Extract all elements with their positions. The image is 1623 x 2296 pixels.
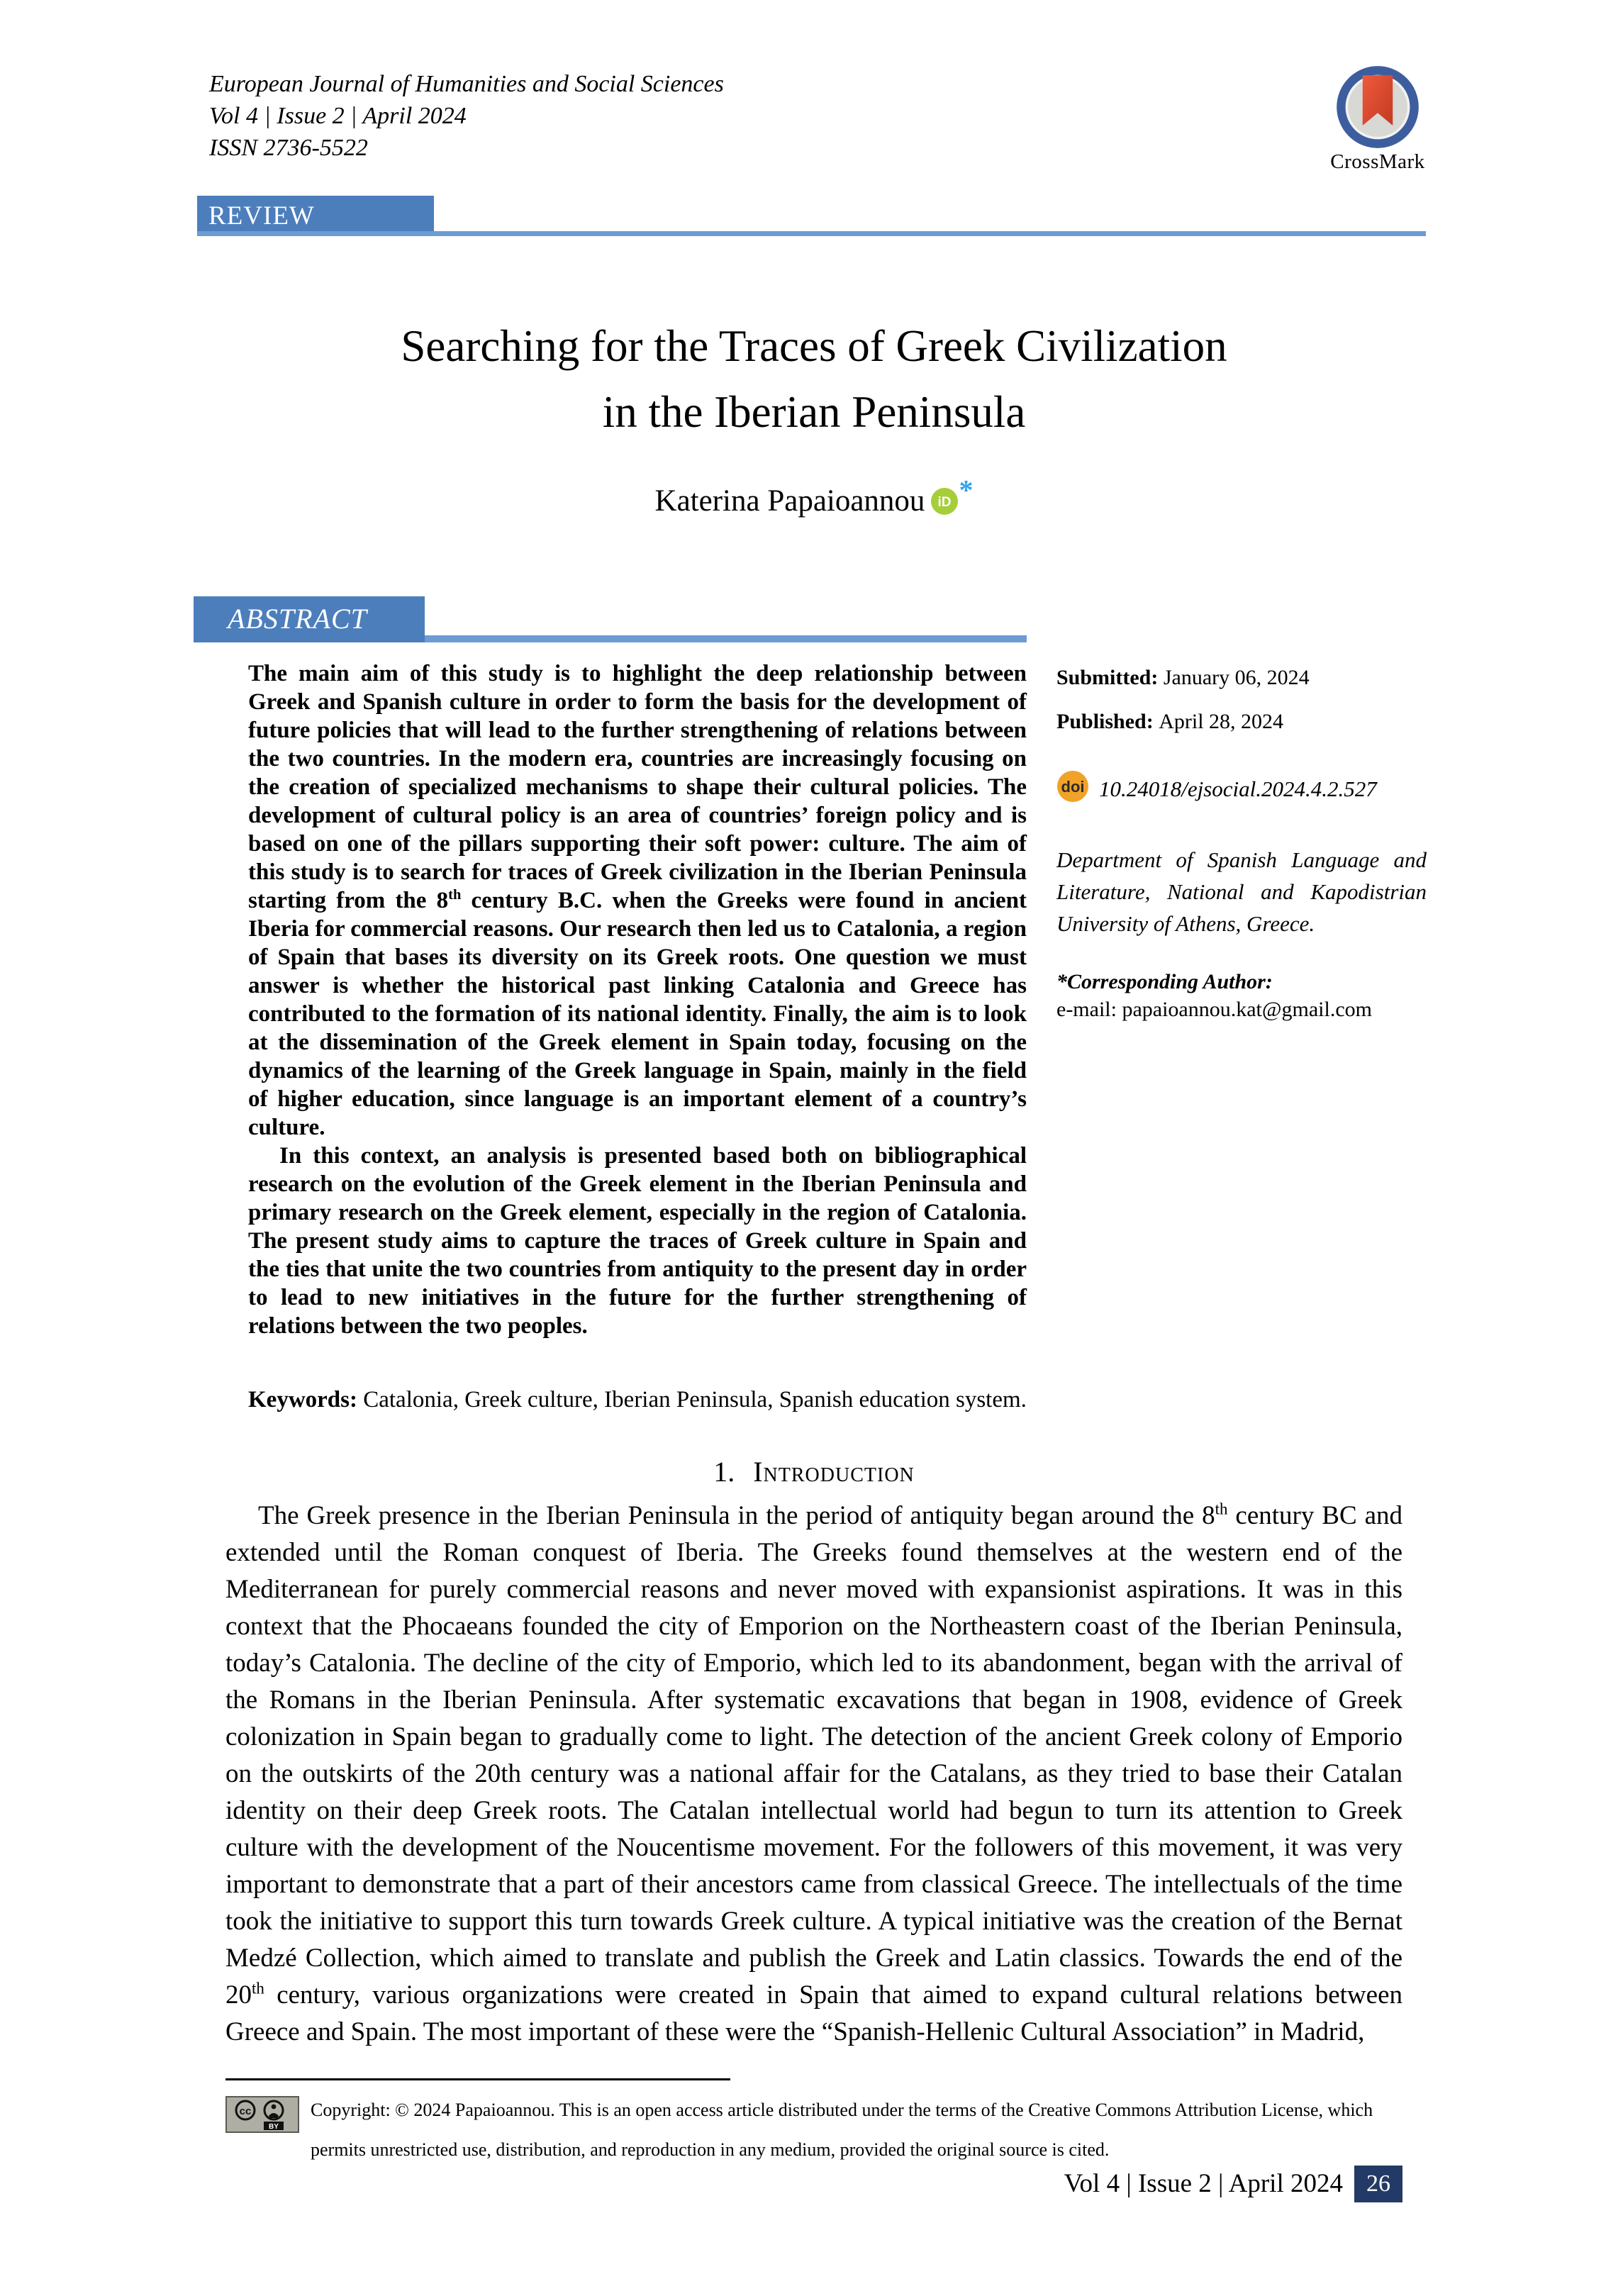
corresponding-author-asterisk: * bbox=[959, 474, 974, 506]
abstract-label: ABSTRACT bbox=[194, 596, 425, 642]
header-divider bbox=[197, 231, 1426, 236]
corresponding-author-label: *Corresponding Author: bbox=[1056, 970, 1273, 993]
crossmark-icon bbox=[1336, 65, 1420, 149]
journal-issn: ISSN 2736-5522 bbox=[209, 135, 368, 161]
journal-masthead bbox=[209, 68, 724, 164]
abstract-paragraph-2: In this context, an analysis is presented based both on bibliographical research on the evolution of the Greek element in the Iberian Peninsula and primary research on the Greek element, especially in the region of Catalonia. The present study aims to capture the traces of Greek culture in Spain and the ties that unite the two countries from antiquity to the present day in order to lead to new initiatives in the future for the further strengthening of relations between the two peoples. bbox=[248, 1143, 1027, 1339]
published-label: Published: bbox=[1056, 710, 1159, 733]
cc-by-license-icon[interactable] bbox=[225, 2096, 299, 2147]
footnote-divider bbox=[225, 2078, 730, 2080]
author-line bbox=[225, 474, 1402, 523]
author-affiliation: Department of Spanish Language and Literature, National and Kapodistrian University of Athens, Greece. bbox=[1056, 847, 1427, 936]
title-line-2: in the Iberian Peninsula bbox=[602, 387, 1026, 437]
orcid-id-icon[interactable] bbox=[930, 487, 959, 523]
crossmark-label: CrossMark bbox=[1330, 150, 1425, 173]
abstract-text bbox=[248, 659, 1027, 1340]
keywords-block bbox=[248, 1384, 1027, 1415]
author-name: Katerina Papaioannou bbox=[654, 484, 925, 518]
doi-row bbox=[1056, 770, 1427, 808]
abstract-paragraph-1: The main aim of this study is to highlight the deep relationship between Greek and Spanish culture in order to form the basis for the development of future policies that will lead to the further strengthening of relations between the two countries. In the modern era, countries are increasingly focusing on the creation of specialized mechanisms to shape their cultural policies. The development of cultural policy is an area of countries’ foreign policy and is based on one of the pillars supporting their soft power: culture. The aim of this study is to search for traces of Greek civilization in the Iberian Peninsula starting from the 8th century B.C. when the Greeks were found in ancient Iberia for commercial reasons. Our research then led us to Catalonia, a region of Spain that bases its diversity on its Greek roots. One question we must answer is whether the historical past linking Catalonia and Greece has contributed to the formation of its national identity. Finally, the aim is to look at the dissemination of the Greek element in Spain today, focusing on the dynamics of the learning of the Greek language in Spain, mainly in the field of higher education, since language is an important element of a country’s culture. bbox=[248, 661, 1027, 1140]
doi-link[interactable]: 10.24018/ejsocial.2024.4.2.527 bbox=[1099, 776, 1377, 801]
corresponding-author-email[interactable]: e-mail: papaioannou.kat@gmail.com bbox=[1056, 998, 1372, 1021]
copyright-text: Copyright: © 2024 Papaioannou. This is an open access article distributed under the terms of the Creative Commons Attribution License, which permits unrestricted use, distribution, and reproduction in any medium, provided the original source is cited. bbox=[311, 2100, 1373, 2160]
footer-issue-line: Vol 4 | Issue 2 | April 2024 bbox=[1064, 2169, 1343, 2198]
doi-icon bbox=[1056, 770, 1089, 808]
svg-text:BY: BY bbox=[269, 2123, 279, 2131]
section-heading-introduction bbox=[225, 1455, 1402, 1488]
submitted-date: January 06, 2024 bbox=[1163, 666, 1310, 689]
svg-text:iD: iD bbox=[937, 495, 952, 510]
keywords-label: Keywords: bbox=[248, 1387, 364, 1412]
journal-issue-line: Vol 4 | Issue 2 | April 2024 bbox=[209, 103, 467, 129]
introduction-paragraph: The Greek presence in the Iberian Peninsula in the period of antiquity began around the 8th century BC and extended until the Roman conquest of Iberia. The Greeks found themselves at the western end of the Mediterranean for purely commercial reasons and never moved with expansionist aspirations. It was in this context that the Phocaeans founded the city of Emporion on the Northeastern coast of the Iberian Peninsula, today’s Catalonia. The decline of the city of Emporio, which led to its abandonment, began with the arrival of the Romans in the Iberian Peninsula. After systematic excavations that began in 1908, evidence of Greek colonization in Spain began to gradually come to light. The detection of the ancient Greek colony of Emporio on the outskirts of the 20th century was a national affair for the Catalans, as they tried to base their Catalan identity on their deep Greek roots. The Catalan intellectual world had begun to turn its attention to Greek culture with the development of the Noucentisme movement. For the followers of this movement, it was very important to demonstrate that a part of their ancestors came from classical Greece. The intellectuals of the time took the initiative to support this turn towards Greek culture. A typical initiative was the creation of the Bernat Medzé Collection, which aimed to translate and publish the Greek and Latin classics. Towards the end of the 20th century, various organizations were created in Spain that aimed to expand cultural relations between Greece and Spain. The most important of these were the “Spanish-Hellenic Cultural Association” in Madrid, bbox=[225, 1500, 1402, 2046]
article-metadata-sidebar bbox=[1056, 658, 1427, 1023]
keywords-text: Catalonia, Greek culture, Iberian Peninsula, Spanish education system. bbox=[363, 1387, 1027, 1412]
journal-name: European Journal of Humanities and Social Sciences bbox=[209, 71, 724, 97]
copyright-block bbox=[225, 2090, 1402, 2170]
published-date: April 28, 2024 bbox=[1159, 710, 1284, 733]
title-line-1: Searching for the Traces of Greek Civilization bbox=[401, 321, 1227, 371]
submitted-label: Submitted: bbox=[1056, 666, 1164, 689]
submitted-line bbox=[1056, 664, 1427, 692]
svg-text:cc: cc bbox=[239, 2105, 252, 2117]
page-number-badge: 26 bbox=[1354, 2166, 1402, 2202]
article-type-badge: REVIEW ARTICLE bbox=[197, 196, 434, 236]
svg-text:doi: doi bbox=[1061, 778, 1085, 796]
abstract-divider bbox=[425, 635, 1027, 642]
page-title bbox=[225, 313, 1402, 445]
section-number: 1. bbox=[713, 1456, 735, 1488]
page-footer bbox=[225, 2168, 1402, 2202]
section-title: Introduction bbox=[753, 1456, 915, 1488]
crossmark-logo[interactable] bbox=[1324, 65, 1431, 174]
published-line bbox=[1056, 708, 1427, 736]
